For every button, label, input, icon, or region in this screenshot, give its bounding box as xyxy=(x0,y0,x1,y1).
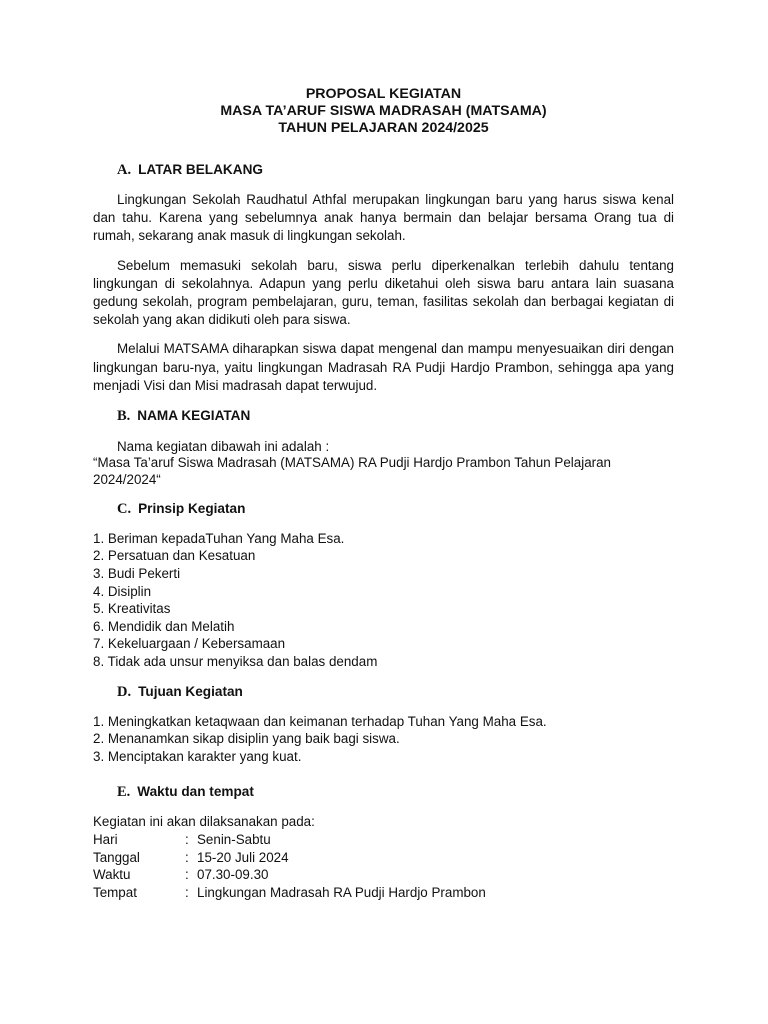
schedule-colon: : xyxy=(185,849,189,865)
schedule-key: Tanggal xyxy=(93,849,140,865)
list-item: 1. Meningkatkan ketaqwaan dan keimanan terhadap Tuhan Yang Maha Esa. xyxy=(93,713,547,729)
document-title xyxy=(93,86,674,137)
section-d-heading xyxy=(117,683,674,701)
section-b-intro: Nama kegiatan dibawah ini adalah : xyxy=(117,439,330,455)
section-a-heading xyxy=(117,161,674,179)
list-item: 1. Beriman kepadaTuhan Yang Maha Esa. xyxy=(93,530,345,546)
section-a-letter: A. xyxy=(117,162,132,178)
schedule-value: Senin-Sabtu xyxy=(197,831,271,847)
section-d-title: Tujuan Kegiatan xyxy=(138,683,243,699)
schedule-row xyxy=(93,884,674,902)
schedule-colon: : xyxy=(185,831,189,847)
section-b-title: NAMA KEGIATAN xyxy=(137,408,251,424)
objectives-list xyxy=(93,713,674,766)
list-item: 2. Menanamkan sikap disiplin yang baik bagi siswa. xyxy=(93,731,400,747)
principles-list xyxy=(93,530,674,671)
list-item: 3. Menciptakan karakter yang kuat. xyxy=(93,748,302,764)
schedule-row xyxy=(93,849,674,867)
section-d-letter: D. xyxy=(117,683,132,700)
schedule-row xyxy=(93,866,674,884)
title-line-3: TAHUN PELAJARAN 2024/2025 xyxy=(278,120,489,136)
schedule-colon: : xyxy=(185,884,189,900)
schedule-row xyxy=(93,831,674,849)
section-b-letter: B. xyxy=(117,408,131,425)
section-b-name-line-2: 2024/2024“ xyxy=(93,472,161,488)
section-e-title: Waktu dan tempat xyxy=(137,784,254,800)
schedule-key: Tempat xyxy=(93,884,137,900)
section-e-letter: E. xyxy=(117,784,131,801)
schedule-value: 15-20 Juli 2024 xyxy=(197,849,289,865)
list-item: 6. Mendidik dan Melatih xyxy=(93,618,235,634)
list-item: 7. Kekeluargaan / Kebersamaan xyxy=(93,636,286,652)
schedule-value: Lingkungan Madrasah RA Pudji Hardjo Prambon xyxy=(197,884,486,900)
list-item: 8. Tidak ada unsur menyiksa dan balas dendam xyxy=(93,653,378,669)
section-e-heading xyxy=(117,783,674,801)
section-e-intro: Kegiatan ini akan dilaksanakan pada: xyxy=(93,814,315,830)
title-line-1: PROPOSAL KEGIATAN xyxy=(305,86,462,102)
section-b-name-line-1: “Masa Ta’aruf Siswa Madrasah (MATSAMA) RA Pudji Hardjo Prambon Tahun Pelajaran xyxy=(93,454,611,470)
section-a-paragraph-1: Lingkungan Sekolah Raudhatul Athfal merupakan lingkungan baru yang harus siswa kenal dan tahu. Karena yang sebelumnya anak hanya bermain dan belajar bersama Orang tua di rumah, sekarang anak masuk di lingkungan sekolah. xyxy=(93,192,674,244)
section-a-paragraph-2: Sebelum memasuki sekolah baru, siswa perlu diperkenalkan terlebih dahulu tentang lingkungan di sekolahnya. Adapun yang perlu diketahui oleh siswa baru antara lain suasana gedung sekolah, program pembelajaran, guru, teman, fasilitas sekolah dan berbagai kegiatan di sekolah yang akan didikuti oleh para siswa. xyxy=(93,257,674,328)
title-line-2: MASA TA’ARUF SISWA MADRASAH (MATSAMA) xyxy=(220,103,547,119)
schedule-key: Hari xyxy=(93,831,118,847)
list-item: 2. Persatuan dan Kesatuan xyxy=(93,548,256,564)
list-item: 4. Disiplin xyxy=(93,583,152,599)
list-item: 3. Budi Pekerti xyxy=(93,566,181,581)
schedule-key: Waktu xyxy=(93,867,131,883)
schedule-value: 07.30-09.30 xyxy=(197,867,269,883)
section-a-title: LATAR BELAKANG xyxy=(138,162,263,177)
section-c-title: Prinsip Kegiatan xyxy=(138,500,246,516)
list-item: 5. Kreativitas xyxy=(93,601,171,617)
section-c-heading xyxy=(117,500,674,518)
schedule-table xyxy=(93,831,674,901)
section-a-paragraph-3: Melalui MATSAMA diharapkan siswa dapat mengenal dan mampu menyesuaikan diri dengan lingkungan baru-nya, yaitu lingkungan Madrasah RA Pudji Hardjo Prambon, sehingga apa yang menjadi Visi dan Misi madrasah dapat terwujud. xyxy=(93,341,674,393)
section-c-letter: C. xyxy=(117,500,132,517)
schedule-colon: : xyxy=(185,867,189,883)
section-b-heading xyxy=(117,407,674,425)
